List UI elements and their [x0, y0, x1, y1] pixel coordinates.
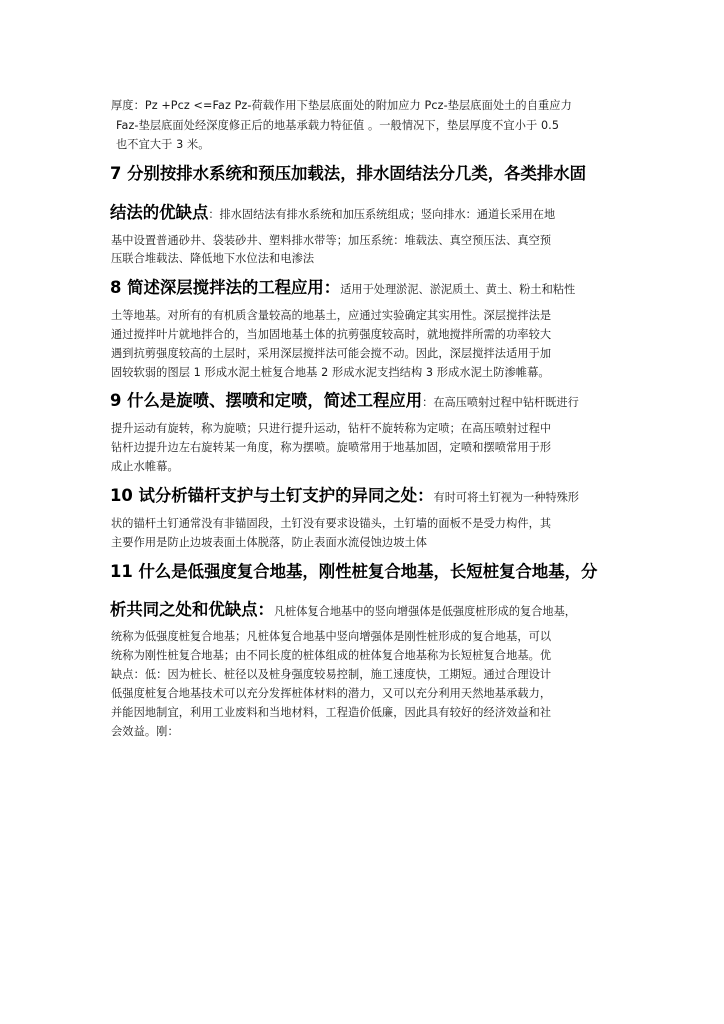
- q7-answer-line-3: 基中设置普通砂井、袋装砂井、塑料排水带等；加压系统：堆载法、真空预压法、真空预: [111, 234, 552, 247]
- q9-answer-line-2: 提升运动有旋转，称为旋喷；只进行提升运动，钻杆不旋转称为定喷；在高压喷射过程中: [111, 422, 552, 435]
- q9-answer-start: ：在高压喷射过程中钻杆既进行: [422, 396, 579, 409]
- q11-answer-line-5: 缺点：低：因为桩长、桩径以及桩身强度较易控制，施工速度快，工期短。通过合理设计: [111, 668, 552, 681]
- q8-answer-line-3: 通过搅拌叶片就地拌合的，当加固地基土体的抗剪强度较高时，就地搅拌所需的功率较大: [111, 328, 552, 341]
- q9-answer-line-3: 钻杆边提升边左右旋转某一角度，称为摆喷。旋喷常用于地基加固，定喷和摆喷常用于形: [111, 441, 552, 454]
- intro-line-2: Faz-垫层底面处经深度修正后的地基承载力特征值 。一般情况下，垫层厚度不宜小于 0.5: [116, 119, 560, 132]
- q11-answer-line-8: 会效益。刚：: [111, 725, 179, 738]
- intro-line-1: 厚度：Pz +Pcz <=Faz Pz-荷载作用下垫层底面处的附加应力 Pcz-垫层底面处土的自重应力: [111, 99, 572, 112]
- q7-heading-line-1: [110, 163, 620, 185]
- q9-heading-line: [110, 390, 620, 414]
- q8-answer-start: 适用于处理淤泥、淤泥质土、黄土、粉土和粘性: [340, 283, 576, 296]
- q10-answer-line-2: 状的锚杆土钉通常没有非锚固段，土钉没有要求设锚头，土钉墙的面板不是受力构件，其: [111, 517, 552, 530]
- q11-answer-start: 凡桩体复合地基中的竖向增强体是低强度桩形成的复合地基，: [273, 605, 576, 618]
- q11-heading-line-1: [110, 561, 620, 583]
- q8-answer-line-2: 土等地基。对所有的有机质含量较高的地基土，应通过实验确定其实用性。深层搅拌法是: [111, 309, 552, 322]
- intro-line-3: 也不宜大于 3 米。: [116, 138, 210, 151]
- q11-heading-cont: 析共同之处和优缺点：: [110, 600, 274, 619]
- q7-answer-line-4: 压联合堆载法、降低地下水位法和电渗法: [111, 252, 315, 265]
- q11-heading-line-2: [110, 599, 620, 623]
- q11-answer-line-7: 并能因地制宜，利用工业废料和当地材料，工程造价低廉，因此具有较好的经济效益和社: [111, 706, 552, 719]
- q7-heading-line-2: [110, 202, 620, 226]
- q11-answer-line-4: 统称为刚性桩复合地基；由不同长度的桩体组成的桩体复合地基称为长短桩复合地基。优: [111, 649, 552, 662]
- q11-answer-line-3: 统称为低强度桩复合地基；凡桩体复合地基中竖向增强体是刚性桩形成的复合地基，可以: [111, 630, 552, 643]
- q8-answer-line-5: 固较软弱的图层 1 形成水泥土桩复合地基 2 形成水泥支挡结构 3 形成水泥土防渗帷幕。: [111, 366, 550, 379]
- q10-heading: 10 试分析锚杆支护与土钉支护的异同之处：: [110, 486, 434, 505]
- q7-answer-start: ：排水固结法有排水系统和加压系统组成；竖向排水：通道长采用在地: [208, 208, 556, 221]
- q8-heading-line: [110, 277, 620, 301]
- q10-answer-line-3: 主要作用是防止边坡表面土体脱落，防止表面水流侵蚀边坡土体: [111, 536, 428, 549]
- q8-answer-line-4: 遇到抗剪强度较高的土层时，采用深层搅拌法可能会搅不动。因此，深层搅拌法适用于加: [111, 347, 552, 360]
- q7-heading: 7 分别按排水系统和预压加载法，排水固结法分几类，各类排水固: [110, 164, 587, 183]
- q10-answer-start: 有时可将土钉视为一种特殊形: [433, 491, 579, 504]
- q11-heading: 11 什么是低强度复合地基，刚性桩复合地基，长短桩复合地基，分: [110, 562, 598, 581]
- q7-heading-cont: 结法的优缺点: [110, 203, 209, 222]
- q8-heading: 8 简述深层搅拌法的工程应用：: [110, 278, 341, 297]
- q10-heading-line: [110, 485, 620, 509]
- q11-answer-line-6: 低强度桩复合地基技术可以充分发挥桩体材料的潜力，又可以充分利用天然地基承载力，: [111, 687, 552, 700]
- q9-answer-line-4: 成止水帷幕。: [111, 460, 179, 473]
- q9-heading: 9 什么是旋喷、摆喷和定喷，简述工程应用: [110, 391, 423, 410]
